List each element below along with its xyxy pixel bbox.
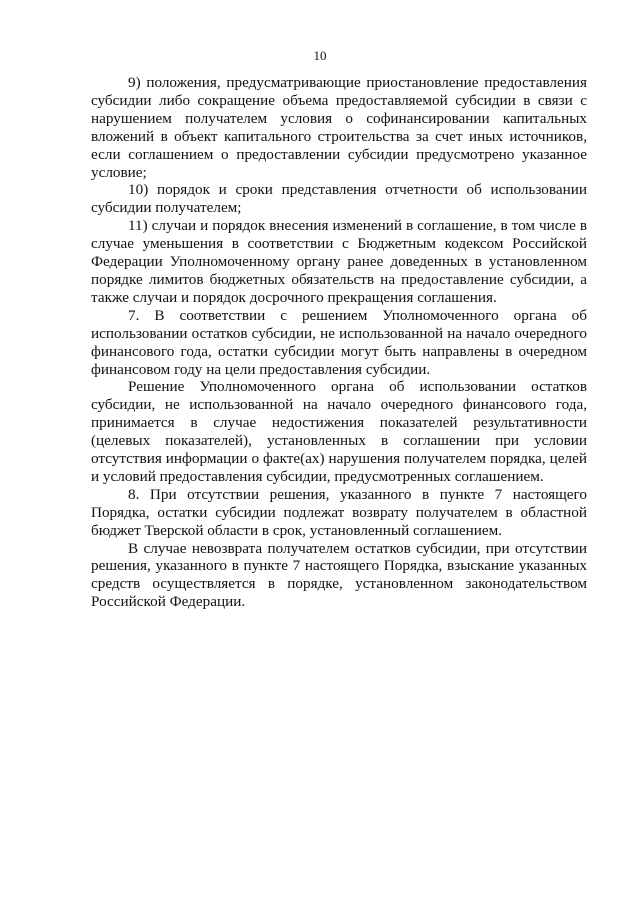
paragraph-item-9: 9) положения, предусматривающие приостановление предоставления субсидии либо сокращение объема предоставляемой субсидии в связи с нарушением получателем условия о софинансировании капитальных вложений в объект капитального строительства за счет иных источников, если соглашением о предоставлении субсидии предусмотрено указанное условие; bbox=[91, 74, 587, 181]
paragraph-item-11: 11) случаи и порядок внесения изменений в соглашение, в том числе в случае уменьшения в соответствии с Бюджетным кодексом Российской Федерации Уполномоченному органу ранее доведенных в установленном порядке лимитов бюджетных обязательств на предоставление субсидии, а также случаи и порядок досрочного прекращения соглашения. bbox=[91, 217, 587, 306]
paragraph-section-7: 7. В соответствии с решением Уполномоченного органа об использовании остатков субсидии, не использованной на начало очередного финансового года, остатки субсидии могут быть направлены в очередном финансовом году на цели предоставления субсидии. bbox=[91, 306, 587, 378]
paragraph-non-return: В случае невозврата получателем остатков субсидии, при отсутствии решения, указанного в пункте 7 настоящего Порядка, взыскание указанных средств осуществляется в порядке, установленном законодательством Российской Федерации. bbox=[91, 539, 587, 611]
paragraph-decision: Решение Уполномоченного органа об использовании остатков субсидии, не использованной на начало очередного финансового года, принимается в случае недостижения показателей результативности (целевых показателей), установленных в соглашении при условии отсутствия информации о факте(ах) нарушения получателем порядка, целей и условий предоставления субсидии, предусмотренных соглашением. bbox=[91, 378, 587, 485]
page-number: 10 bbox=[313, 48, 327, 63]
paragraph-section-8: 8. При отсутствии решения, указанного в пункте 7 настоящего Порядка, остатки субсидии подлежат возврату получателем в областной бюджет Тверской области в срок, установленный соглашением. bbox=[91, 485, 587, 539]
document-body bbox=[91, 74, 587, 611]
paragraph-item-10: 10) порядок и сроки представления отчетности об использовании субсидии получателем; bbox=[91, 181, 587, 217]
